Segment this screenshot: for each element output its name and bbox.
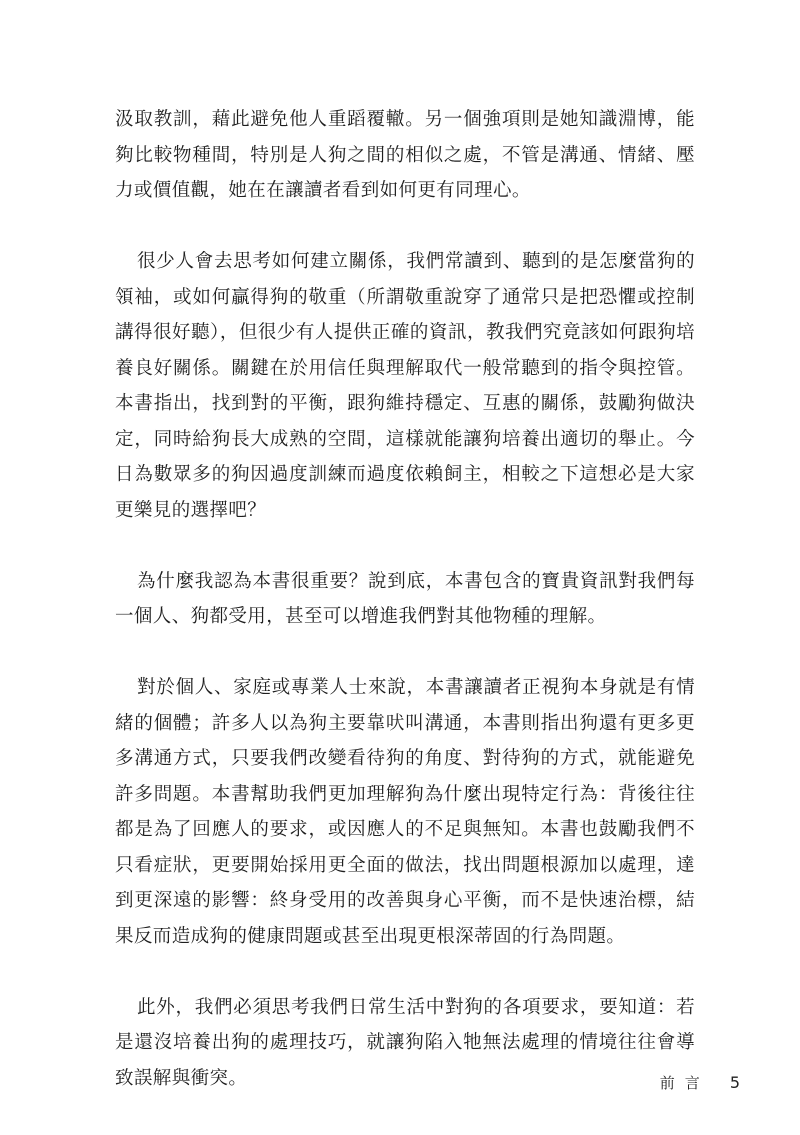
paragraph-4: 對於個人、家庭或專業人士來說，本書讓讀者正視狗本身就是有情緒的個體；許多人以為狗主要靠吠叫溝通，本書則指出狗還有更多更多溝通方式，只要我們改變看待狗的角度、對待狗的方式，就能避免許多問題。本書幫助我們更加理解狗為什麼出現特定行為：背後往往都是為了回應人的要求，或因應人的不足與無知。本書也鼓勵我們不只看症狀，更要開始採用更全面的做法，找出問題根源加以處理，達到更深遠的影響：終身受用的改善與身心平衡，而不是快速治標，結果反而造成狗的健康問題或甚至出現更根深蒂固的行為問題。 <box>115 677 695 947</box>
page-number: 5 <box>729 1073 740 1092</box>
paragraph-2: 很少人會去思考如何建立關係，我們常讀到、聽到的是怎麼當狗的領袖，或如何贏得狗的敬重（所謂敬重說穿了通常只是把恐懼或控制講得很好聽），但很少有人提供正確的資訊，教我們究竟該如何跟狗培養良好關係。關鍵在於用信任與理解取代一般常聽到的指令與控管。本書指出，找到對的平衡，跟狗維持穩定、互惠的關係，鼓勵狗做決定，同時給狗長大成熟的空間，這樣就能讓狗培養出適切的舉止。今日為數眾多的狗因過度訓練而過度依賴飼主，相較之下這想必是大家更樂見的選擇吧？ <box>115 251 695 521</box>
section-title: 前言 <box>659 1074 710 1092</box>
page-footer <box>660 1072 740 1093</box>
paragraph-3: 為什麼我認為本書很重要？說到底，本書包含的寶貴資訊對我們每一個人、狗都受用，甚至可以增進我們對其他物種的理解。 <box>115 570 695 627</box>
body-text <box>115 102 695 1096</box>
paragraph-1: 汲取教訓，藉此避免他人重蹈覆轍。另一個強項則是她知識淵博，能夠比較物種間，特別是人狗之間的相似之處，不管是溝通、情緒、壓力或價值觀，她在在讓讀者看到如何更有同理心。 <box>115 109 695 201</box>
paragraph-5: 此外，我們必須思考我們日常生活中對狗的各項要求，要知道：若是還沒培養出狗的處理技巧，就讓狗陷入牠無法處理的情境往往會導致誤解與衝突。 <box>115 996 695 1089</box>
